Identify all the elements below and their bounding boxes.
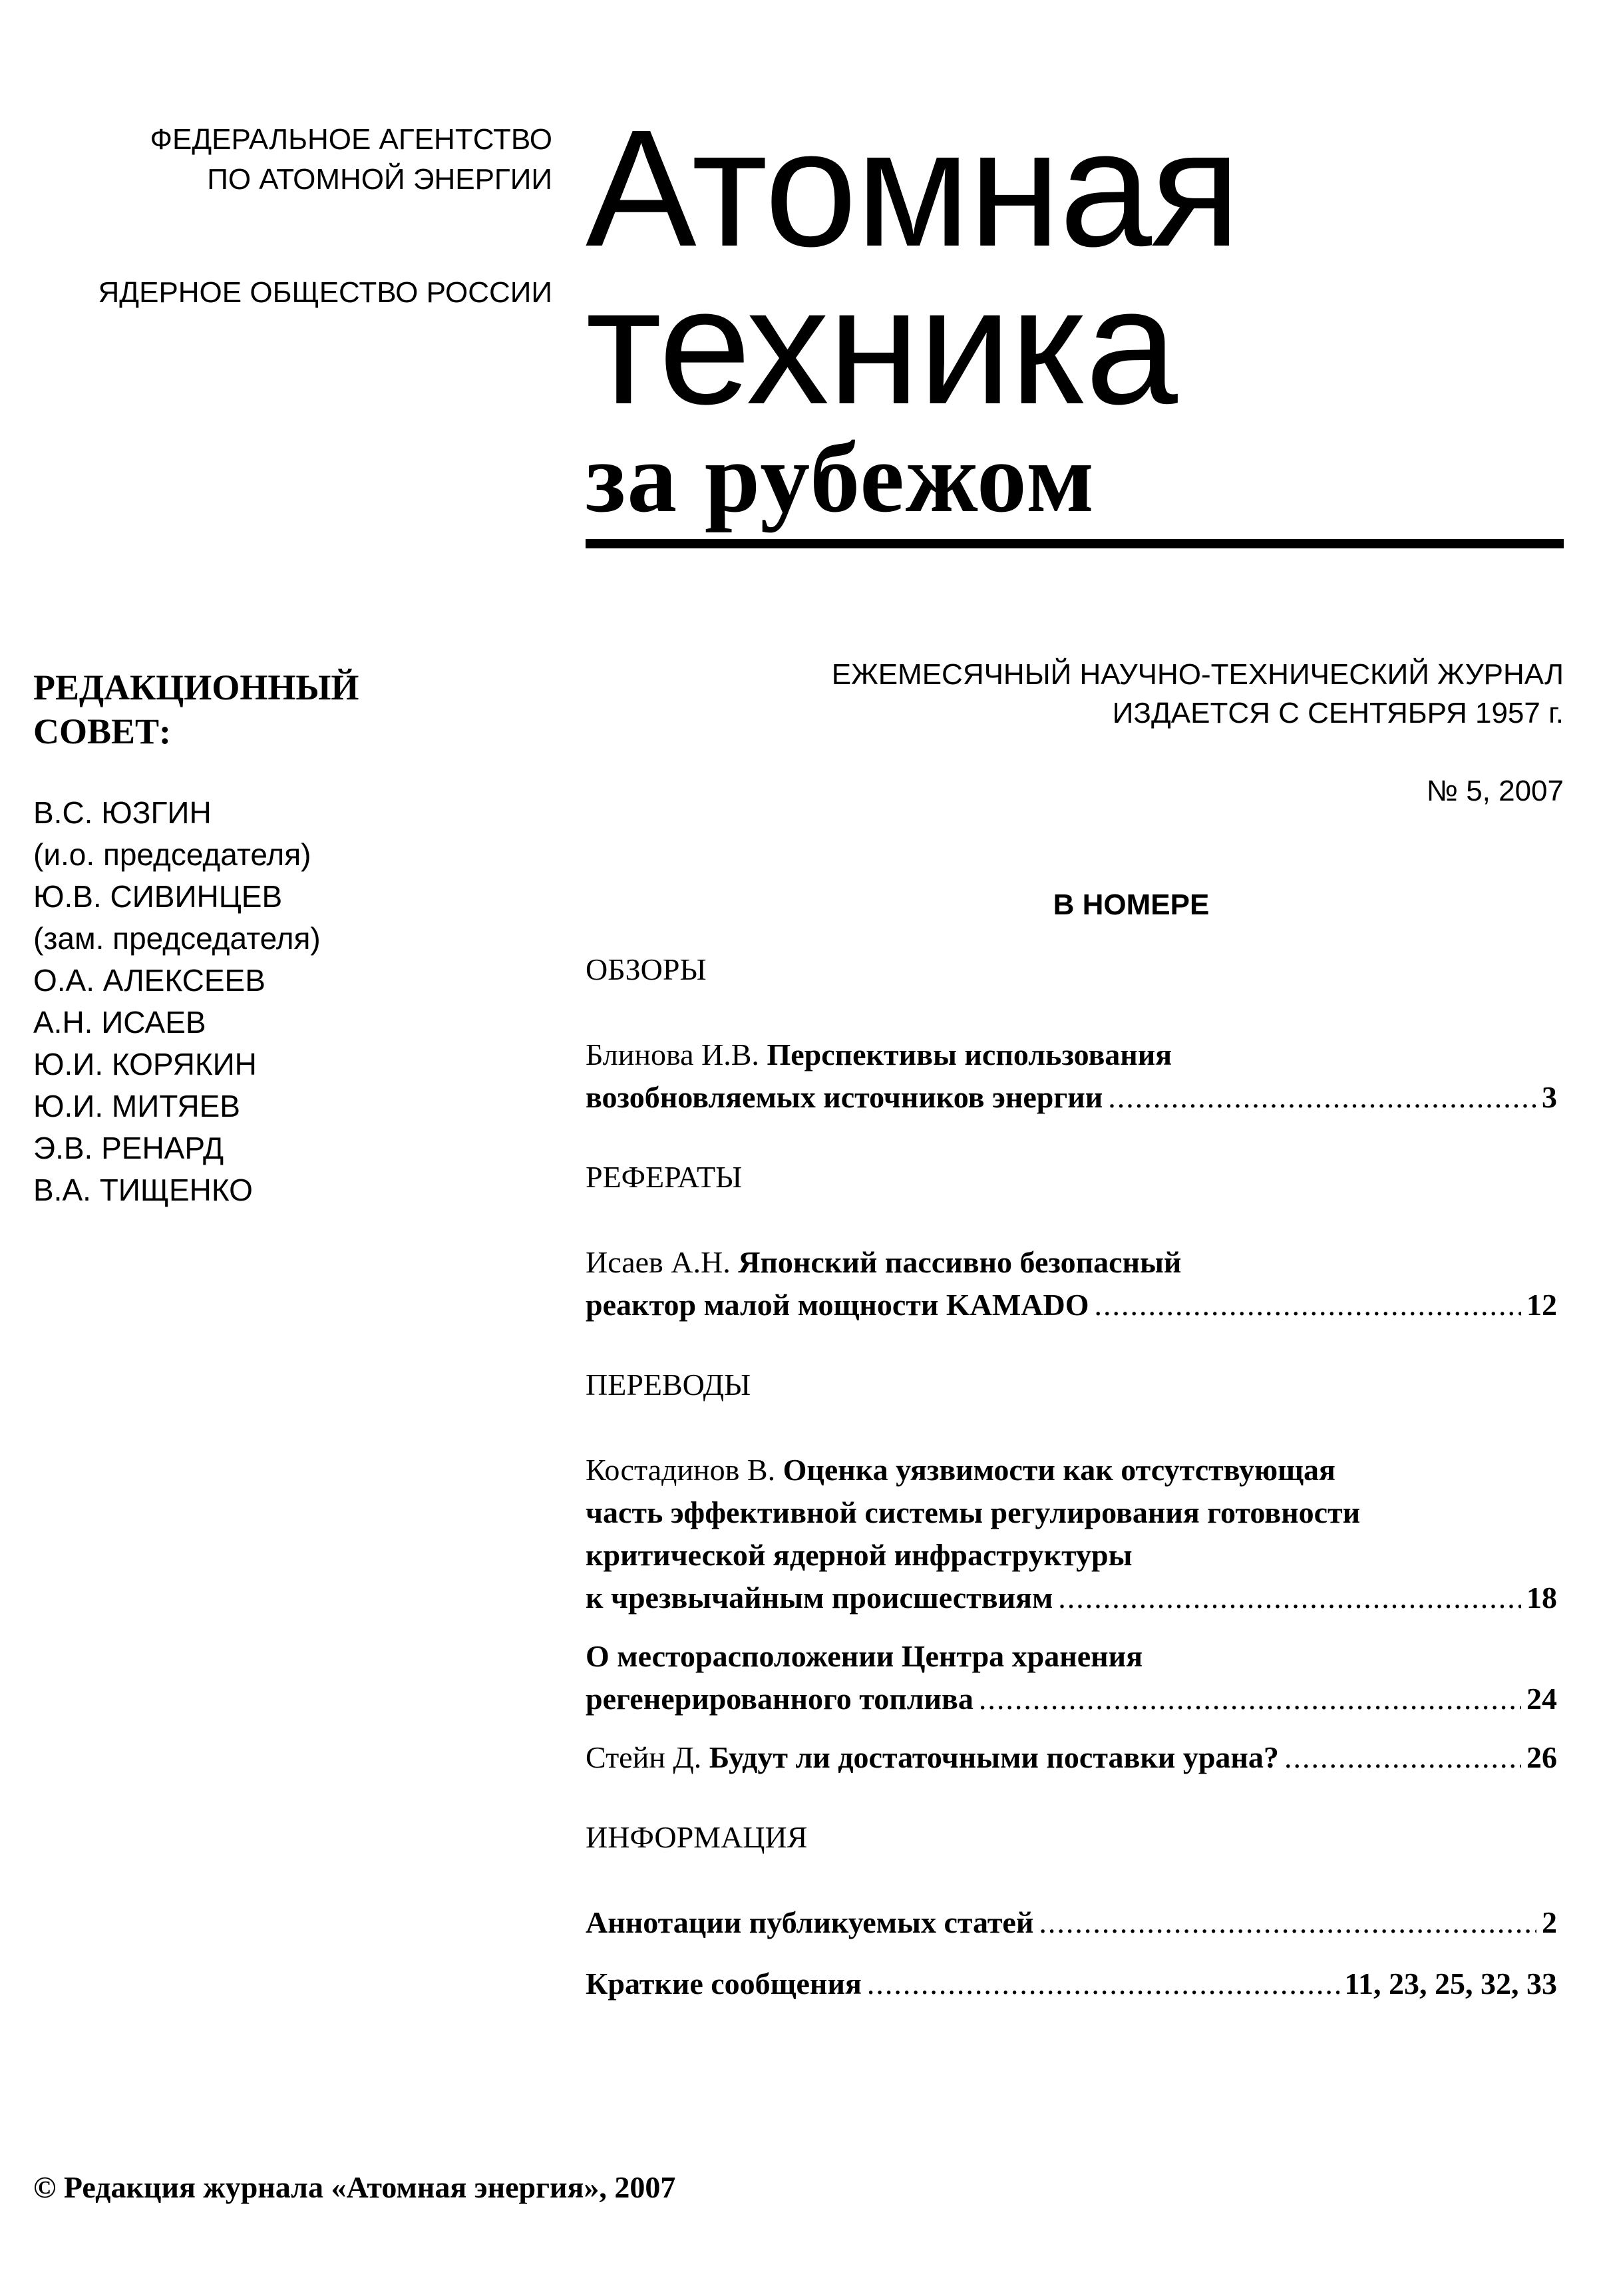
toc-entry[interactable] — [586, 1901, 1557, 1944]
toc-entry[interactable] — [586, 1635, 1557, 1720]
entry-author: Исаев А.Н. — [586, 1245, 731, 1279]
masthead-line-1: Атомная — [586, 95, 1240, 281]
leader-dots — [1108, 1076, 1536, 1119]
board-member: Ю.И. КОРЯКИН — [33, 1047, 257, 1081]
leader-dots — [1284, 1736, 1521, 1779]
entry-title-cont: к чрезвычайным происшествиям — [586, 1581, 1053, 1615]
entry-title: Оценка уязвимости как отсутствующая — [783, 1453, 1335, 1487]
board-member-role: (и.о. председателя) — [33, 837, 311, 872]
entry-title: Аннотации публикуемых статей — [586, 1905, 1034, 1939]
section-title: ОБЗОРЫ — [586, 952, 707, 986]
entry-title-cont: возобновляемых источников энергии — [586, 1080, 1103, 1114]
entry-title: Перспективы использования — [767, 1038, 1172, 1071]
issue-number: № 5, 2007 — [1426, 775, 1564, 807]
entry-author: Костадинов В. — [586, 1453, 776, 1487]
board-title-line-1: РЕДАКЦИОННЫЙ — [33, 668, 359, 707]
leader-dots — [979, 1678, 1521, 1720]
masthead-line-2: техника — [586, 253, 1176, 439]
entry-page: 26 — [1526, 1740, 1557, 1774]
masthead-line-3: за рубежом — [586, 423, 1096, 533]
leader-dots — [1039, 1901, 1536, 1944]
entry-title-cont: часть эффективной системы регулирования готовности — [586, 1495, 1361, 1529]
masthead-rule — [586, 539, 1564, 548]
table-of-contents — [586, 948, 1557, 2005]
entry-author: Стейн Д. — [586, 1740, 702, 1774]
toc-entry[interactable] — [586, 1449, 1557, 1619]
toc-section-translations — [586, 1364, 1557, 1779]
board-member: Ю.В. СИВИНЦЕВ — [33, 879, 283, 914]
toc-section-information — [586, 1816, 1557, 2005]
entry-page: 2 — [1542, 1905, 1557, 1939]
board-title — [33, 666, 359, 753]
board-member: В.С. ЮЗГИН — [33, 795, 212, 830]
journal-desc-line-1: ЕЖЕМЕСЯЧНЫЙ НАУЧНО-ТЕХНИЧЕСКИЙ ЖУРНАЛ — [831, 658, 1564, 691]
leader-dots — [1095, 1284, 1521, 1326]
toc-entry[interactable] — [586, 1241, 1557, 1326]
agency-line-2: ПО АТОМНОЙ ЭНЕРГИИ — [207, 163, 552, 196]
board-title-line-2: СОВЕТ: — [33, 711, 172, 751]
toc-entry[interactable] — [586, 1736, 1557, 1779]
board-member: Э.В. РЕНАРД — [33, 1131, 224, 1165]
section-title: РЕФЕРАТЫ — [586, 1160, 743, 1194]
leader-dots — [1058, 1577, 1521, 1619]
journal-description — [732, 656, 1564, 733]
entry-title-cont: реактор малой мощности KAMADO — [586, 1288, 1089, 1322]
entry-title: Краткие сообщения — [586, 1967, 862, 2001]
board-member-role: (зам. председателя) — [33, 921, 321, 956]
board-members — [33, 792, 321, 1211]
board-member: А.Н. ИСАЕВ — [33, 1005, 206, 1040]
board-member: Ю.И. МИТЯЕВ — [33, 1089, 240, 1123]
agency-line-1: ФЕДЕРАЛЬНОЕ АГЕНТСТВО — [150, 123, 552, 156]
entry-title: О месторасположении Центра хранения — [586, 1639, 1143, 1673]
board-member: В.А. ТИЩЕНКО — [33, 1173, 253, 1207]
toc-entry[interactable] — [586, 1034, 1557, 1119]
section-title: ИНФОРМАЦИЯ — [586, 1820, 808, 1854]
board-member: О.А. АЛЕКСЕЕВ — [33, 963, 266, 998]
contents-title: В НОМЕРЕ — [1053, 888, 1210, 921]
entry-page: 11, 23, 25, 32, 33 — [1344, 1967, 1557, 2001]
entry-page: 24 — [1526, 1682, 1557, 1716]
entry-title-cont: критической ядерной инфраструктуры — [586, 1538, 1133, 1572]
journal-desc-line-2: ИЗДАЕТСЯ С СЕНТЯБРЯ 1957 г. — [1112, 697, 1564, 729]
toc-entry[interactable] — [586, 1963, 1557, 2005]
entry-title: Японский пассивно безопасный — [738, 1245, 1182, 1279]
entry-author: Блинова И.В. — [586, 1038, 759, 1071]
entry-page: 18 — [1526, 1581, 1557, 1615]
entry-page: 3 — [1542, 1080, 1557, 1114]
entry-page: 12 — [1526, 1288, 1557, 1322]
society-name: ЯДЕРНОЕ ОБЩЕСТВО РОССИИ — [98, 276, 552, 309]
entry-title-cont: регенерированного топлива — [586, 1682, 974, 1716]
section-title: ПЕРЕВОДЫ — [586, 1368, 751, 1402]
entry-title: Будут ли достаточными поставки урана? — [709, 1740, 1279, 1774]
publishers-block — [40, 120, 552, 313]
copyright-footer: © Редакция журнала «Атомная энергия», 2007 — [33, 2170, 676, 2204]
toc-section-reviews — [586, 948, 1557, 1119]
leader-dots — [867, 1963, 1339, 2005]
toc-section-abstracts — [586, 1156, 1557, 1326]
